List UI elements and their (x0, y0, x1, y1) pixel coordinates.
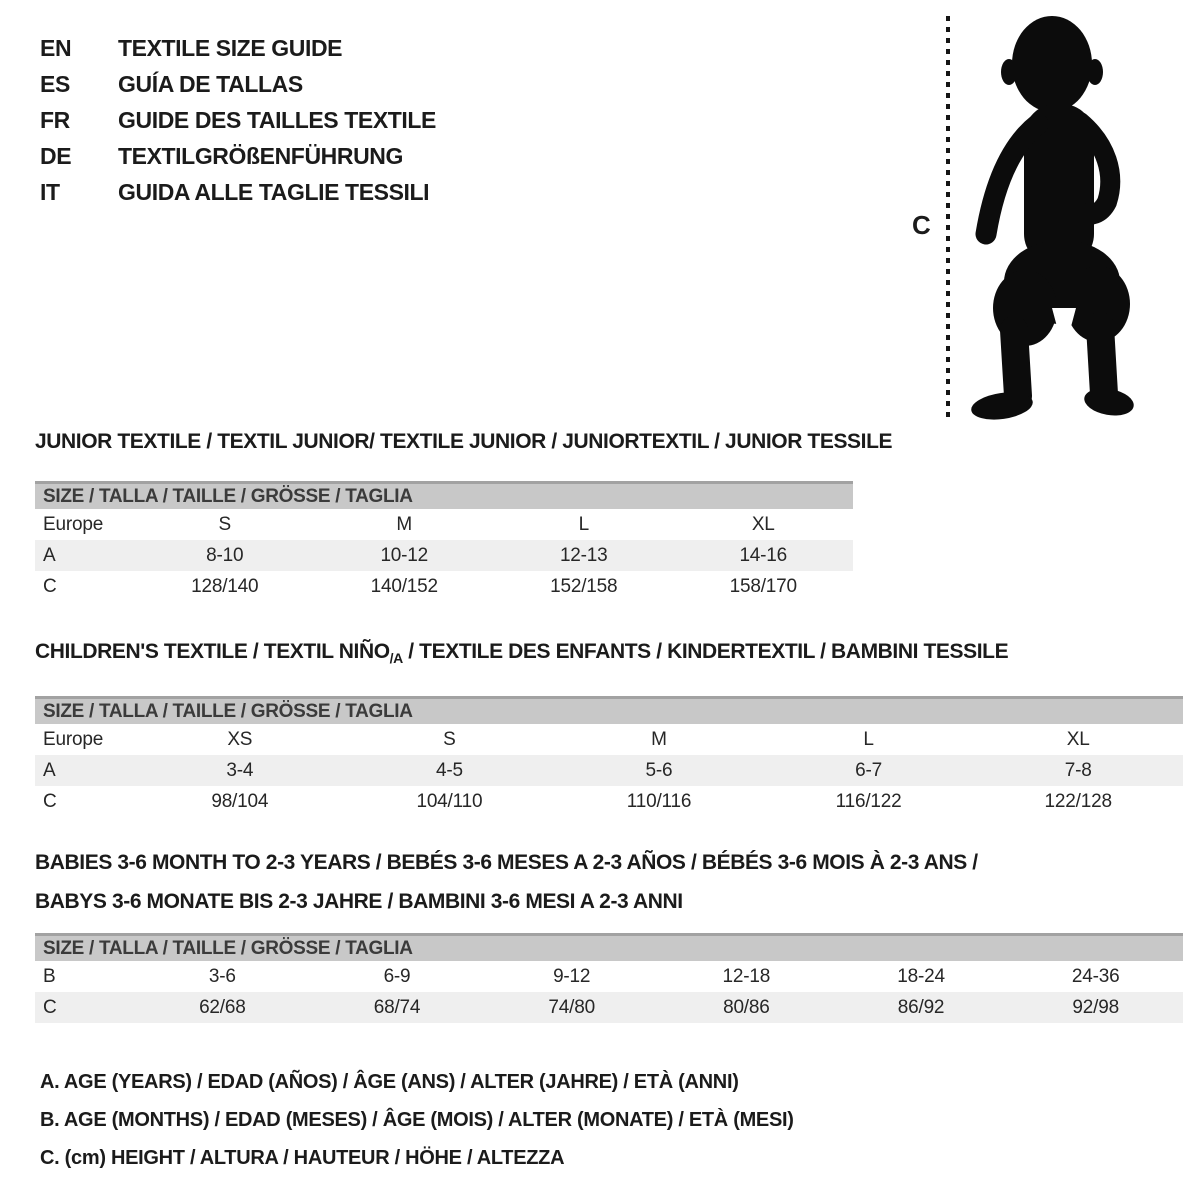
value-cell: 10-12 (380, 544, 429, 566)
value-cell: 62/68 (199, 996, 246, 1018)
value-cell: XL (751, 513, 775, 535)
language-row (40, 102, 436, 138)
measure-label-c: C (912, 210, 931, 240)
section-junior-textile (35, 428, 893, 602)
babies-size-table (35, 961, 1183, 1023)
section-title-line2: BABYS 3-6 MONATE BIS 2-3 JAHRE / BAMBINI 3-6 MESI A 2-3 ANNI (35, 890, 683, 913)
value-cell: XL (1066, 728, 1090, 750)
value-cell: 110/116 (626, 790, 692, 812)
legend (40, 1063, 794, 1177)
row-label-cell: Europe (43, 728, 104, 750)
height-measure-dashed-line (946, 16, 950, 418)
value-cell: XS (227, 728, 253, 750)
junior-size-table (35, 509, 853, 602)
size-header-bar: SIZE / TALLA / TAILLE / GRÖSSE / TAGLIA (35, 481, 853, 509)
value-cell: 5-6 (645, 759, 673, 781)
language-row (40, 174, 436, 210)
value-cell: 6-9 (383, 965, 411, 987)
value-cell: 140/152 (370, 575, 438, 597)
value-cell: L (863, 728, 874, 750)
section-babies-textile (35, 843, 1183, 1023)
value-cell: L (578, 513, 589, 535)
language-row (40, 66, 436, 102)
size-header-bar: SIZE / TALLA / TAILLE / GRÖSSE / TAGLIA (35, 933, 1183, 961)
table-row (35, 509, 853, 540)
language-code: FR (40, 107, 70, 133)
row-label-cell: Europe (43, 513, 104, 535)
row-label-cell: A (43, 544, 56, 566)
value-cell: 6-7 (855, 759, 883, 781)
value-cell: 152/158 (550, 575, 618, 597)
language-title: GUÍA DE TALLAS (118, 71, 303, 97)
table-row (35, 992, 1183, 1023)
value-cell: 12-18 (722, 965, 771, 987)
children-size-table (35, 724, 1183, 817)
language-code: IT (40, 179, 60, 205)
value-cell: 4-5 (435, 759, 463, 781)
value-cell: 158/170 (729, 575, 797, 597)
value-cell: 74/80 (548, 996, 595, 1018)
value-cell: 104/110 (416, 790, 483, 812)
value-cell: 92/98 (1072, 996, 1119, 1018)
value-cell: 116/122 (835, 790, 902, 812)
section-title: JUNIOR TEXTILE / TEXTIL JUNIOR/ TEXTILE JUNIOR / JUNIORTEXTIL / JUNIOR TESSILE (35, 430, 893, 453)
row-label-cell: A (43, 759, 56, 781)
title-text: CHILDREN'S TEXTILE / TEXTIL NIÑO (35, 640, 390, 663)
size-header-bar: SIZE / TALLA / TAILLE / GRÖSSE / TAGLIA (35, 696, 1183, 724)
language-row (40, 30, 436, 66)
section-title-line1: BABIES 3-6 MONTH TO 2-3 YEARS / BEBÉS 3-6 MESES A 2-3 AÑOS / BÉBÉS 3-6 MOIS À 2-3 ANS / (35, 851, 978, 874)
row-label-cell: C (43, 575, 57, 597)
value-cell: 128/140 (191, 575, 259, 597)
value-cell: 24-36 (1071, 965, 1120, 987)
table-row (35, 755, 1183, 786)
language-title: GUIDE DES TAILLES TEXTILE (118, 107, 436, 133)
value-cell: 18-24 (897, 965, 945, 987)
section-title (35, 638, 1183, 672)
title-subscript: /A (389, 650, 403, 667)
language-row (40, 138, 436, 174)
value-cell: 68/74 (373, 996, 421, 1018)
language-title: TEXTILE SIZE GUIDE (118, 35, 343, 61)
value-cell: 98/104 (211, 790, 269, 812)
table-row (35, 571, 853, 602)
value-cell: 12-13 (559, 544, 608, 566)
value-cell: 14-16 (739, 544, 788, 566)
value-cell: 3-4 (226, 759, 254, 781)
table-row (35, 786, 1183, 817)
value-cell: 3-6 (208, 965, 236, 987)
language-code: EN (40, 35, 72, 61)
value-cell: 80/86 (723, 996, 770, 1018)
language-title-list (40, 30, 436, 210)
value-cell: M (396, 513, 413, 535)
table-row (35, 961, 1183, 992)
value-cell: 86/92 (897, 996, 945, 1018)
row-label-cell: C (43, 790, 57, 812)
value-cell: 9-12 (553, 965, 591, 987)
language-title: TEXTILGRÖßENFÜHRUNG (118, 143, 403, 169)
value-cell: 122/128 (1044, 790, 1112, 812)
language-code: ES (40, 71, 70, 97)
language-title: GUIDA ALLE TAGLIE TESSILI (118, 179, 430, 205)
language-code: DE (40, 143, 72, 169)
legend-line-a: A. AGE (YEARS) / EDAD (AÑOS) / ÂGE (ANS) / ALTER (JAHRE) / ETÀ (ANNI) (40, 1071, 739, 1093)
value-cell: 7-8 (1064, 759, 1092, 781)
row-label-cell: C (43, 996, 57, 1018)
value-cell: 8-10 (206, 544, 244, 566)
legend-line-b: B. AGE (MONTHS) / EDAD (MESES) / ÂGE (MOIS) / ALTER (MONATE) / ETÀ (MESI) (40, 1109, 794, 1131)
value-cell: S (443, 728, 456, 750)
toddler-silhouette-icon (962, 8, 1140, 420)
legend-line-c: C. (cm) HEIGHT / ALTURA / HAUTEUR / HÖHE / ALTEZZA (40, 1147, 565, 1169)
title-text: / TEXTILE DES ENFANTS / KINDERTEXTIL / BAMBINI TESSILE (402, 640, 1009, 663)
section-children-textile (35, 638, 1183, 817)
table-row (35, 724, 1183, 755)
value-cell: M (651, 728, 667, 750)
table-row (35, 540, 853, 571)
value-cell: S (218, 513, 231, 535)
row-label-cell: B (43, 965, 56, 987)
